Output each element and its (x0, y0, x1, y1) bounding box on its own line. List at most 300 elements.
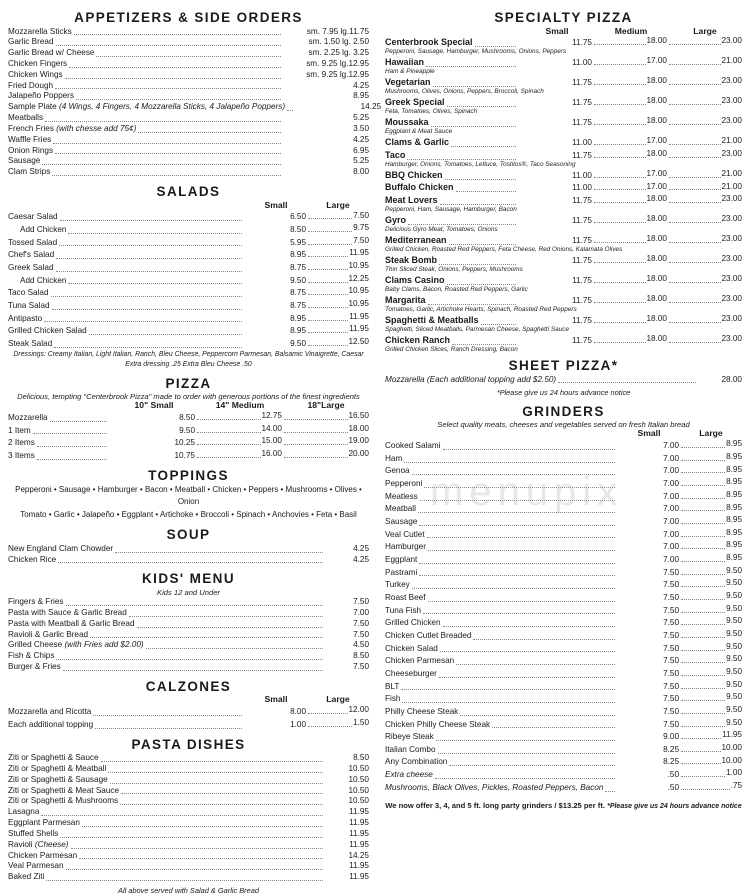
grinders-subtitle: Select quality meats, cheeses and vegetables served on fresh Italian bread (437, 420, 690, 430)
menu-item-row (8, 796, 369, 807)
item-name-note: (with chesse add 75¢) (56, 123, 137, 133)
dot-leader (475, 45, 516, 47)
item-price (679, 667, 742, 680)
item-price (679, 503, 742, 516)
dot-leader (460, 714, 615, 716)
dot-leader (594, 156, 646, 158)
item-name: Add Chicken (20, 224, 67, 234)
item-name: Chicken Rice (8, 554, 57, 564)
dot-leader (594, 188, 646, 190)
item-price: 1.00 (290, 719, 306, 729)
dot-leader (669, 83, 721, 85)
item-price (592, 182, 667, 195)
menu-item-row (8, 818, 369, 829)
item-description: Mushrooms, Olives, Onions, Peppers, Broccoli, Spinach (385, 88, 544, 96)
dot-leader (76, 98, 281, 100)
item-name: Pasta with Meatball & Garlic Bread (8, 618, 135, 628)
dot-leader (594, 201, 646, 203)
menu-item-row (8, 124, 369, 135)
item-price: 11.95 (349, 872, 369, 882)
dot-leader (120, 803, 323, 805)
price-value: 18.00 (646, 148, 667, 158)
item-price (679, 540, 742, 553)
dot-leader (44, 320, 242, 322)
item-name: Veal Cutlet (385, 529, 425, 539)
item-price (667, 36, 742, 49)
grinders-list (385, 439, 742, 793)
dot-leader (594, 261, 646, 263)
dot-leader (96, 55, 281, 57)
pizza-head-large: 18"Large (307, 400, 345, 411)
item-name: Tuna Salad (8, 300, 50, 310)
dot-leader (669, 341, 721, 343)
dot-leader (37, 458, 107, 460)
item-name: Garlic Bread w/ Cheese (8, 48, 95, 58)
dot-leader (308, 306, 348, 308)
item-name: Ham (385, 453, 403, 463)
item-name: 2 Items (8, 438, 35, 448)
item-price: 7.50 (663, 630, 679, 640)
dot-leader (443, 625, 615, 627)
kids-list (8, 597, 369, 673)
dot-leader (55, 87, 281, 89)
dot-leader (110, 782, 323, 784)
item-name: Taco (385, 149, 406, 160)
menu-item-row (8, 113, 369, 124)
dot-leader (436, 739, 615, 741)
item-name: Fingers & Fries (8, 597, 64, 607)
item-name: Stuffed Shells (8, 828, 59, 838)
item-price (679, 515, 742, 528)
item-price: 11.75 (572, 78, 592, 88)
calzones-column-headers (8, 695, 369, 705)
item-name: Buffalo Chicken (385, 182, 454, 193)
menu-item-row (385, 477, 742, 490)
item-name: BLT (385, 681, 400, 691)
dot-leader (71, 847, 323, 849)
item-price (679, 680, 742, 693)
menu-item-row (385, 234, 742, 247)
item-price: 8.00 (353, 167, 369, 177)
dot-leader (58, 561, 323, 563)
dot-leader (669, 176, 721, 178)
price-value: 18.00 (646, 96, 667, 106)
dot-leader (66, 868, 323, 870)
dot-leader (669, 261, 721, 263)
menu-item-row (385, 503, 742, 516)
item-price (667, 169, 742, 182)
dot-leader (431, 125, 516, 127)
item-price: 7.00 (663, 529, 679, 539)
menu-item-row (8, 70, 369, 81)
menu-item-row (385, 718, 742, 731)
dot-leader (669, 143, 721, 145)
dot-leader (669, 156, 721, 158)
dot-leader (681, 750, 721, 752)
item-price (679, 718, 742, 731)
menu-item-row (8, 651, 369, 662)
item-price (667, 234, 742, 247)
item-name: BBQ Chicken (385, 169, 443, 180)
item-name: Centerbrook Special (385, 37, 473, 48)
price-value: 23.00 (721, 274, 742, 284)
pasta-list (8, 753, 369, 883)
item-name-note: (with Fries add $2.00) (64, 640, 144, 650)
item-price: 10.25 (174, 438, 195, 448)
specialty-column-headers (385, 27, 742, 37)
item-price (679, 756, 742, 769)
pasta-footer-note: All above served with Salad & Garlic Bread (118, 886, 259, 895)
dot-leader (681, 699, 725, 701)
price-value: 18.00 (646, 334, 667, 344)
item-name: Sample Plate (4 Wings, 4 Fingers, 4 Mozzarella Sticks, 4 Jalapeño Poppers) (8, 102, 286, 112)
menu-item-row (8, 705, 369, 718)
item-price (679, 768, 742, 781)
price-value: 18.00 (646, 254, 667, 264)
dot-leader (95, 727, 242, 729)
item-price: 8.50 (353, 753, 369, 763)
item-name: Genoa (385, 466, 410, 476)
dot-leader (426, 65, 516, 67)
menu-item-row (8, 299, 369, 312)
item-name: Roast Beef (385, 592, 426, 602)
item-name: Chicken Cutlet Breaded (385, 630, 472, 640)
price-value: .75 (730, 780, 742, 790)
price-value: 8.95 (726, 439, 742, 449)
dot-leader (108, 771, 323, 773)
menu-item-row (8, 764, 369, 775)
dot-leader (451, 145, 516, 147)
price-value: 11.95 (349, 324, 369, 334)
item-price: 11.75 (572, 118, 592, 128)
menu-item-row (8, 619, 369, 630)
price-value: 9.50 (726, 565, 742, 575)
item-name: French Fries (with chesse add 75¢) (8, 123, 137, 133)
price-value: 23.00 (721, 314, 742, 324)
dot-leader (419, 562, 615, 564)
pizza-head-medium: 14" Medium (215, 400, 265, 411)
item-price (679, 477, 742, 490)
item-name: Clams Casino (385, 274, 445, 285)
item-name: Ravioli (Cheese) (8, 839, 69, 849)
menu-item-row (8, 211, 369, 224)
dot-leader (308, 712, 348, 714)
price-value: 23.00 (721, 194, 742, 204)
soup-list (8, 544, 369, 566)
price-value: 17.00 (646, 168, 667, 178)
menu-item-row (8, 597, 369, 608)
item-price: 9.50 (179, 425, 195, 435)
item-price (592, 314, 667, 327)
dot-leader (681, 775, 725, 777)
dot-leader (402, 701, 615, 703)
item-price: 11.95 (349, 807, 369, 817)
specialty-head-large: Large (693, 25, 717, 36)
item-price: 11.95 (349, 828, 369, 838)
item-price: 11.95 (349, 839, 369, 849)
price-value: 9.50 (726, 717, 742, 727)
item-price (306, 299, 369, 312)
dot-leader (438, 752, 615, 754)
item-price: 10.50 (348, 785, 369, 795)
item-name: Mozzarella and Ricotta (8, 707, 92, 717)
menu-item-row (8, 718, 369, 731)
item-description: Delicious Gyro Meat, Tomatoes, Onions (385, 225, 498, 233)
item-price (592, 294, 667, 307)
item-price (679, 490, 742, 503)
dot-leader (594, 143, 646, 145)
item-name-note: (Each additional topping add $2.50) (426, 374, 557, 384)
menu-item-row (385, 654, 742, 667)
dot-leader (669, 63, 721, 65)
item-price: 11.75 (572, 216, 592, 226)
item-price: 7.50 (663, 592, 679, 602)
dot-leader (594, 43, 646, 45)
price-value: 17.00 (646, 136, 667, 146)
item-description: Hamburger, Onions, Tomatoes, Lettuce, Tostitos®, Taco Seasoning (385, 160, 576, 168)
price-value: 23.00 (721, 36, 742, 46)
item-price: 11.75 (572, 296, 592, 306)
dot-leader (439, 263, 516, 265)
item-name: Gyro (385, 215, 407, 226)
dot-leader (433, 85, 516, 87)
item-price: 8.75 (290, 288, 306, 298)
item-price: 4.25 (353, 543, 369, 553)
dot-leader (481, 323, 516, 325)
item-price: 3.50 (353, 123, 369, 133)
item-price: 7.50 (353, 597, 369, 607)
dot-leader (121, 792, 323, 794)
item-price: sm. 2.25 lg. 3.25 (308, 48, 369, 58)
dot-leader (52, 308, 242, 310)
dot-leader (681, 560, 725, 562)
item-price (306, 274, 369, 287)
menu-item-row (8, 861, 369, 872)
item-price (592, 169, 667, 182)
menu-item-row (385, 169, 742, 182)
menu-item-row (385, 604, 742, 617)
item-price: sm. 9.25 lg.12.95 (306, 69, 369, 79)
menu-item-row (8, 223, 369, 236)
item-price: 7.50 (353, 662, 369, 672)
price-value: 10.95 (348, 299, 369, 309)
sheet-pizza-row (385, 375, 742, 386)
dot-leader (669, 281, 721, 283)
dot-leader (419, 524, 615, 526)
price-value: 12.00 (348, 705, 369, 715)
item-description: Eggplant & Meat Sauce (385, 127, 453, 135)
menu-item-row (385, 515, 742, 528)
dot-leader (197, 418, 261, 420)
price-value: 12.50 (348, 337, 369, 347)
item-price: 7.50 (663, 719, 679, 729)
price-value: 9.50 (726, 578, 742, 588)
item-price (679, 616, 742, 629)
dot-leader (681, 725, 725, 727)
item-name: Mediterranean (385, 235, 447, 246)
dot-leader (404, 461, 615, 463)
dot-leader (681, 446, 725, 448)
menu-item-row (8, 167, 369, 178)
dot-leader (308, 255, 348, 257)
price-value: 23.00 (721, 254, 742, 264)
price-value: 16.50 (348, 411, 369, 421)
dot-leader (79, 857, 323, 859)
menu-item-row (8, 37, 369, 48)
item-name: Chicken Wings (8, 69, 63, 79)
price-value: 16.00 (261, 449, 282, 459)
item-name: Ziti or Spaghetti & Sauce (8, 753, 99, 763)
item-price: 8.25 (663, 744, 679, 754)
item-price (679, 528, 742, 541)
item-price: .50 (667, 770, 679, 780)
item-price (679, 642, 742, 655)
item-name: Pepperoni (385, 479, 423, 489)
item-price (679, 604, 742, 617)
menu-item-row (385, 692, 742, 705)
menu-item-row (8, 829, 369, 840)
item-name: Veal Parmesan (8, 861, 64, 871)
item-price (592, 274, 667, 287)
dot-leader (681, 623, 725, 625)
item-name: Meatball (385, 504, 416, 514)
menu-item-row (385, 334, 742, 347)
price-value: 23.00 (721, 214, 742, 224)
item-price: 11.00 (572, 183, 592, 193)
item-name: Garlic Bread (8, 37, 54, 47)
section-title-pizza: PIZZA (165, 375, 212, 391)
item-price: 5.25 (353, 156, 369, 166)
dot-leader (681, 598, 725, 600)
section-title-toppings: TOPPINGS (148, 467, 229, 483)
dot-leader (449, 764, 615, 766)
item-price: 7.50 (663, 643, 679, 653)
item-price: 7.50 (663, 706, 679, 716)
dot-leader (68, 232, 242, 234)
dot-leader (669, 221, 721, 223)
item-price (306, 223, 369, 236)
dot-leader (681, 484, 725, 486)
item-name: Add Chicken (20, 275, 67, 285)
menu-item-row (385, 490, 742, 503)
item-name: Steak Bomb (385, 255, 438, 265)
dot-leader (435, 777, 615, 779)
dot-leader (308, 281, 348, 283)
dot-leader (681, 509, 725, 511)
dot-leader (56, 658, 323, 660)
menu-item-row (385, 680, 742, 693)
item-name: Chef's Salad (8, 250, 55, 260)
item-price: 8.95 (290, 326, 306, 336)
item-name: Sausage (385, 517, 418, 526)
price-value: 18.00 (646, 36, 667, 46)
dot-leader (669, 321, 721, 323)
item-price: 7.00 (663, 466, 679, 476)
dot-leader (308, 331, 348, 333)
item-price: 11.75 (572, 316, 592, 325)
menu-item-row (8, 851, 369, 862)
menu-item-row (8, 555, 369, 566)
dot-leader (308, 344, 348, 346)
item-name: Fried Dough (8, 80, 54, 90)
item-price (195, 424, 282, 437)
dot-leader (681, 649, 725, 651)
price-value: 17.00 (646, 56, 667, 66)
item-name: Greek Special (385, 97, 445, 108)
item-name: Waffle Fries (8, 134, 52, 144)
dot-leader (428, 303, 516, 305)
menu-item-row (385, 705, 742, 718)
menu-item-row (385, 452, 742, 465)
section-title-sheet-pizza: SHEET PIZZA* (508, 358, 619, 374)
dot-leader (82, 825, 323, 827)
dot-leader (51, 295, 242, 297)
menu-item-row (8, 59, 369, 70)
item-description: Feta, Tomatoes, Olives, Spinach (385, 108, 478, 115)
price-value: 1.00 (726, 768, 742, 778)
dot-leader (424, 486, 615, 488)
menu-item-row (385, 730, 742, 743)
item-name: Grilled Cheese (with Fries add $2.00) (8, 640, 144, 650)
dot-leader (456, 190, 516, 192)
item-price: 7.50 (663, 656, 679, 666)
dot-leader (68, 282, 242, 284)
item-price (282, 424, 369, 437)
dot-leader (669, 201, 721, 203)
item-price: 4.50 (353, 640, 369, 650)
price-value: 8.95 (726, 553, 742, 563)
item-price (306, 236, 369, 249)
dot-leader (445, 178, 516, 180)
item-description: Pepperoni, Sausage, Hamburger, Mushrooms, Onions, Peppers (385, 48, 567, 56)
item-price: 11.00 (572, 58, 592, 68)
item-price (679, 705, 742, 718)
price-value: 10.95 (348, 261, 369, 271)
menu-item-row (8, 807, 369, 818)
item-name: Greek Salad (8, 262, 54, 272)
dot-leader (284, 456, 348, 458)
item-name: Margarita (385, 294, 426, 305)
dot-leader (55, 152, 281, 154)
item-price (667, 254, 742, 267)
item-price (679, 692, 742, 705)
menu-item-row (8, 608, 369, 619)
dot-leader (594, 221, 646, 223)
item-price: 9.50 (290, 338, 306, 348)
item-price: 11.75 (572, 98, 592, 108)
dot-leader (681, 471, 725, 473)
item-name: Mozzarella Sticks (8, 26, 72, 36)
price-value: 9.50 (726, 705, 742, 715)
price-value: 21.00 (721, 136, 742, 146)
dot-leader (681, 459, 725, 461)
price-value: 12.25 (348, 273, 369, 283)
price-value: 18.00 (348, 423, 369, 433)
item-price (679, 781, 742, 794)
item-name: 1 Item (8, 425, 31, 435)
dot-leader (669, 241, 721, 243)
item-name: Chicken Salad (385, 643, 438, 653)
price-value: 23.00 (721, 294, 742, 304)
price-value: 21.00 (721, 181, 742, 191)
dot-leader (60, 836, 323, 838)
item-price (679, 730, 742, 743)
item-name: Meat Lovers (385, 195, 438, 206)
item-name: Chicken Parmesan (385, 656, 455, 666)
dot-leader (287, 109, 293, 111)
section-title-soup: SOUP (166, 527, 211, 543)
item-price (592, 334, 667, 347)
